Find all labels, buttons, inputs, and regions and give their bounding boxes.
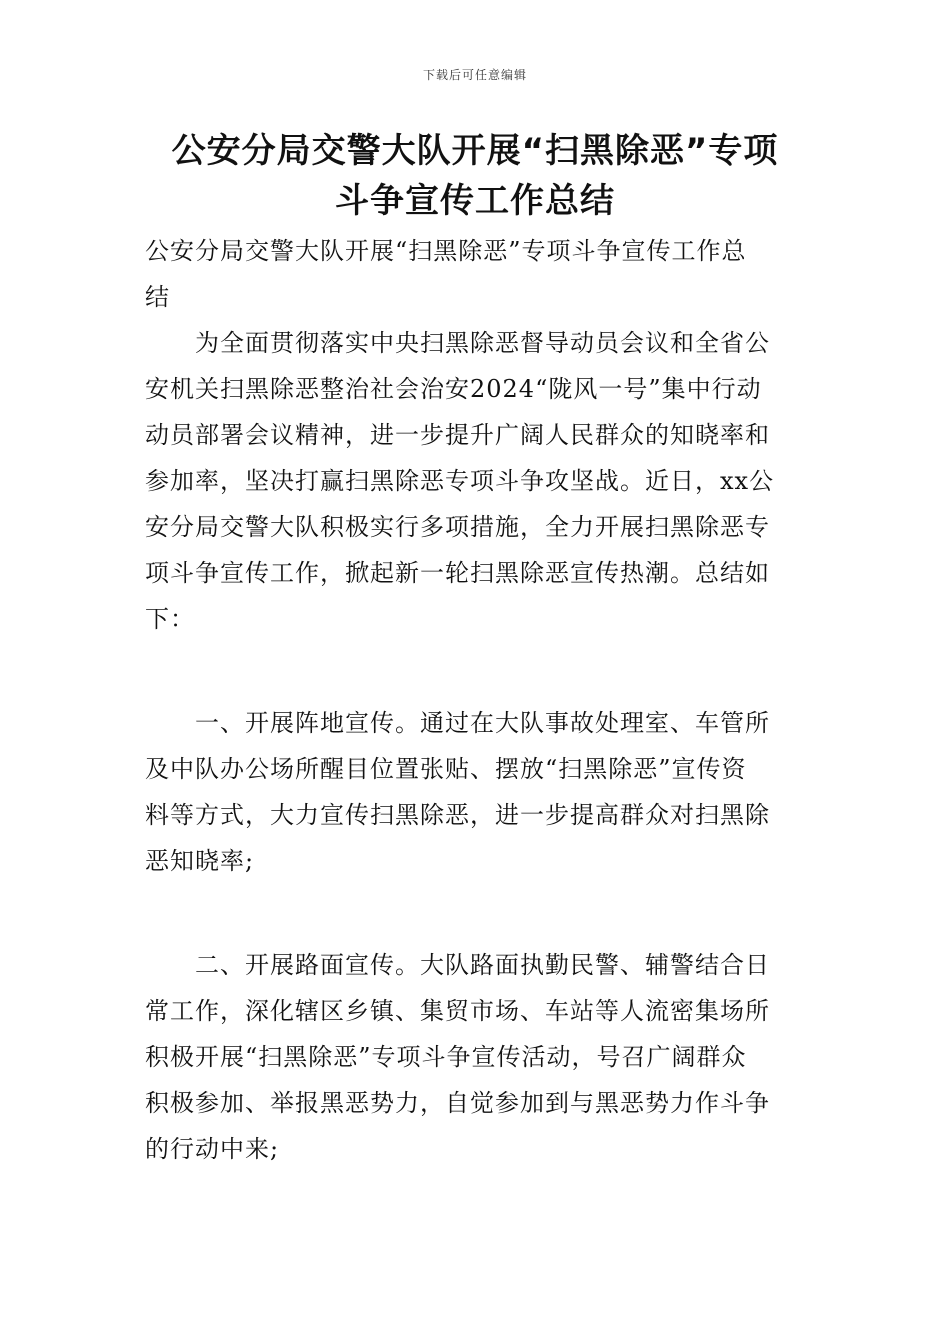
paragraph-spacer [145, 884, 807, 942]
paragraph-line: 安机关扫黑除恶整治社会治安2024“陇风一号”集中行动 [145, 375, 762, 403]
paragraph-line: 一、开展阵地宣传。通过在大队事故处理室、车管所 [195, 709, 770, 737]
paragraph-section-1 [145, 700, 807, 884]
paragraph-line: 的行动中来; [145, 1135, 280, 1163]
paragraph-line: 为全面贯彻落实中央扫黑除恶督导动员会议和全省公 [195, 329, 770, 357]
paragraph-section-2 [145, 942, 807, 1172]
subtitle-line: 结 [145, 283, 170, 311]
paragraph-line: 积极参加、举报黑恶势力，自觉参加到与黑恶势力作斗争 [145, 1089, 770, 1117]
paragraph-line: 下： [145, 605, 195, 633]
title-line: 斗争宣传工作总结 [335, 181, 615, 221]
paragraph-line: 常工作，深化辖区乡镇、集贸市场、车站等人流密集场所 [145, 997, 770, 1025]
paragraph-line: 安分局交警大队积极实行多项措施，全力开展扫黑除恶专 [145, 513, 770, 541]
header-note: 下载后可任意编辑 [422, 68, 527, 82]
document-body [145, 228, 807, 1172]
paragraph-line: 参加率，坚决打赢扫黑除恶专项斗争攻坚战。近日，xx公 [145, 467, 775, 495]
subtitle [145, 228, 807, 320]
paragraph-line: 料等方式，大力宣传扫黑除恶，进一步提高群众对扫黑除 [145, 801, 770, 829]
paragraph-line: 恶知晓率; [145, 847, 255, 875]
paragraph-line: 二、开展路面宣传。大队路面执勤民警、辅警结合日 [195, 951, 770, 979]
paragraph-intro [145, 320, 807, 642]
document-title [120, 126, 830, 226]
paragraph-line: 及中队办公场所醒目位置张贴、摆放“扫黑除恶”宣传资 [145, 755, 747, 783]
subtitle-line: 公安分局交警大队开展“扫黑除恶”专项斗争宣传工作总 [145, 237, 747, 265]
paragraph-line: 积极开展“扫黑除恶”专项斗争宣传活动，号召广阔群众 [145, 1043, 747, 1071]
paragraph-spacer [145, 642, 807, 700]
paragraph-line: 项斗争宣传工作，掀起新一轮扫黑除恶宣传热潮。总结如 [145, 559, 770, 587]
title-line: 公安分局交警大队开展“扫黑除恶”专项 [171, 131, 779, 171]
paragraph-line: 动员部署会议精神，进一步提升广阔人民群众的知晓率和 [145, 421, 770, 449]
